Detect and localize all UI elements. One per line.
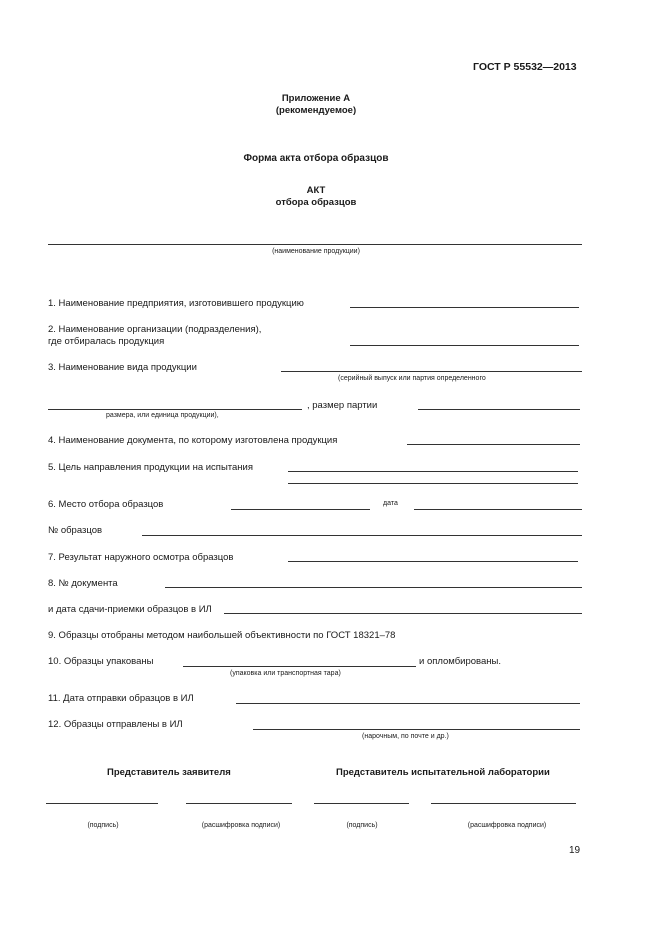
- standard-number: ГОСТ Р 55532—2013: [473, 61, 577, 73]
- item-1-field[interactable]: [350, 307, 579, 308]
- item-2-field[interactable]: [350, 345, 579, 346]
- item-12-label: 12. Образцы отправлены в ИЛ: [48, 719, 183, 730]
- item-8-date-field[interactable]: [224, 613, 582, 614]
- page-number: 19: [569, 845, 581, 856]
- lab-signature-caption: (подпись): [346, 822, 378, 829]
- item-3-field[interactable]: [281, 371, 582, 372]
- batch-size-label: , размер партии: [307, 400, 378, 411]
- lab-representative-heading: Представитель испытательной лаборатории: [336, 767, 550, 778]
- item-3-caption-2: размера, или единица продукции),: [106, 412, 219, 419]
- item-8-date-label: и дата сдачи-приемки образцов в ИЛ: [48, 604, 212, 615]
- appendix-status: (рекомендуемое): [275, 105, 357, 116]
- lab-decoding-line[interactable]: [431, 803, 576, 804]
- item-11-label: 11. Дата отправки образцов в ИЛ: [48, 693, 194, 704]
- samples-number-field[interactable]: [142, 535, 582, 536]
- item-1-label: 1. Наименование предприятия, изготовившего продукцию: [48, 298, 304, 309]
- item-10-caption: (упаковка или транспортная тара): [230, 670, 341, 677]
- item-10-sealed: и опломбированы.: [419, 656, 501, 667]
- samples-number-label: № образцов: [48, 525, 103, 536]
- item-6-label: 6. Место отбора образцов: [48, 499, 164, 510]
- product-name-line[interactable]: [48, 244, 582, 245]
- item-3-caption: (серийный выпуск или партия определенного: [338, 375, 486, 382]
- item-4-label: 4. Наименование документа, по которому изготовлена продукция: [48, 435, 338, 446]
- item-11-field[interactable]: [236, 703, 580, 704]
- item-10-field[interactable]: [183, 666, 416, 667]
- item-7-label: 7. Результат наружного осмотра образцов: [48, 552, 234, 563]
- act-subtitle: отбора образцов: [275, 197, 357, 208]
- appendix-title: Приложение А: [281, 93, 351, 104]
- applicant-signature-caption: (подпись): [87, 822, 119, 829]
- item-6-place-field[interactable]: [231, 509, 370, 510]
- applicant-decoding-line[interactable]: [186, 803, 292, 804]
- item-3-label: 3. Наименование вида продукции: [48, 362, 197, 373]
- item-10-label: 10. Образцы упакованы: [48, 656, 154, 667]
- act-title: АКТ: [306, 185, 326, 196]
- product-name-caption: (наименование продукции): [272, 248, 360, 255]
- item-12-field[interactable]: [253, 729, 580, 730]
- item-5-field-2[interactable]: [288, 483, 578, 484]
- item-9-label: 9. Образцы отобраны методом наибольшей объективности по ГОСТ 18321–78: [48, 630, 396, 641]
- applicant-decoding-caption: (расшифровка подписи): [201, 822, 281, 829]
- item-8-field[interactable]: [165, 587, 582, 588]
- item-7-field[interactable]: [288, 561, 578, 562]
- applicant-representative-heading: Представитель заявителя: [107, 767, 231, 778]
- item-12-caption: (нарочным, по почте и др.): [362, 733, 449, 740]
- item-8-label: 8. № документа: [48, 578, 118, 589]
- item-5-field[interactable]: [288, 471, 578, 472]
- item-5-label: 5. Цель направления продукции на испытания: [48, 462, 253, 473]
- lab-decoding-caption: (расшифровка подписи): [467, 822, 547, 829]
- item-2-label: 2. Наименование организации (подразделения),: [48, 324, 262, 335]
- item-2-label-cont: где отбиралась продукция: [48, 336, 165, 347]
- batch-size-field[interactable]: [418, 409, 580, 410]
- lab-signature-line[interactable]: [314, 803, 409, 804]
- applicant-signature-line[interactable]: [46, 803, 158, 804]
- item-3-field-2[interactable]: [48, 409, 302, 410]
- item-4-field[interactable]: [407, 444, 580, 445]
- item-6-date-field[interactable]: [414, 509, 582, 510]
- form-title: Форма акта отбора образцов: [243, 153, 389, 164]
- item-6-date-label: дата: [383, 500, 398, 507]
